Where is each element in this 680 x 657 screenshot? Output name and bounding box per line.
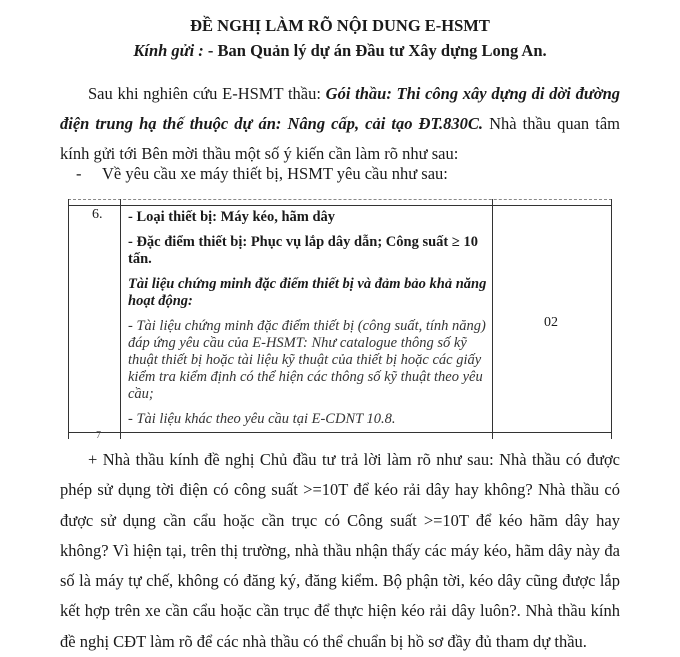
intro-rest: Nhà thầu quan tâm kính gửi tới Bên mời thầu một số ý kiến cần làm rõ như sau:	[60, 114, 620, 163]
docs-heading: Tài liệu chứng minh đặc điểm thiết bị và đảm bảo khả năng hoạt động:	[128, 276, 487, 309]
device-spec: - Đặc điểm thiết bị: Phục vụ lắp dây dẫn; Công suất ≥ 10 tấn.	[128, 234, 478, 267]
request-paragraph: + Nhà thầu kính đề nghị Chủ đầu tư trả lời làm rõ như sau: Nhà thầu có được phép sử dụng tời điện có công suất >=10T để kéo rải dây hay không? Nhà thầu có được sử dụng cần cẩu hoặc cần trục có Công suất >=10T để kéo hãm dây hay không? Vì hiện tại, trên thị trường, nhà thầu nhận thấy các máy kéo, hãm dây này đa số là máy tự chế, không có đăng ký, đăng kiểm. Bộ phận tời, kéo dây cũng được lắp kết hợp trên xe cần cẩu hoặc cần trục để thực hiện kéo rải dây luôn?. Nhà thầu kính đề nghị CĐT làm rõ để các nhà thầu có thể chuẩn bị hồ sơ đầy đủ tham dự thầu.	[60, 450, 620, 651]
requirement-bullet	[76, 164, 448, 184]
table-top-border	[68, 199, 612, 200]
table-col-divider	[492, 199, 493, 439]
equipment-description	[128, 209, 490, 436]
table-col-divider	[120, 199, 121, 439]
intro-paragraph	[60, 79, 620, 169]
equipment-table	[68, 199, 612, 439]
intro-lead: Sau khi nghiên cứu E-HSMT thầu:	[88, 84, 326, 103]
bullet-text: Về yêu cầu xe máy thiết bị, HSMT yêu cầu như sau:	[102, 164, 448, 183]
quantity-value: 02	[544, 315, 558, 330]
row-number: 6.	[92, 207, 103, 222]
next-row-number: 7	[96, 430, 101, 441]
bullet-dash: -	[76, 164, 82, 183]
table-right-border	[611, 199, 612, 439]
document-title: ĐỀ NGHỊ LÀM RÕ NỘI DUNG E-HSMT	[190, 16, 490, 35]
intro-package: Gói thầu: Thi công xây dựng di dời đường điện trung hạ thế thuộc dự án: Nâng cấp, cải tạo ĐT.830C.	[60, 84, 620, 133]
table-row-border	[68, 205, 612, 206]
docs-item: - Tài liệu chứng minh đặc điểm thiết bị (công suất, tính năng) đáp ứng yêu cầu của E-HSMT: Như catalogue thông số kỹ thuật thiết bị hoặc tài liệu kỹ thuật của thiết bị hoặc các giấy kiểm tra kiểm định có thể hiện các thông số kỹ thuật theo yêu cầu;	[128, 318, 486, 402]
device-type: - Loại thiết bị: Máy kéo, hãm dây	[128, 209, 336, 225]
docs-item: - Tài liệu khác theo yêu cầu tại E-CDNT 10.8.	[128, 411, 396, 427]
document-addressee	[0, 41, 680, 61]
table-left-border	[68, 199, 69, 439]
addressee-prefix: Kính gửi :	[133, 41, 204, 60]
addressee-name: - Ban Quản lý dự án Đầu tư Xây dựng Long An.	[203, 41, 547, 60]
